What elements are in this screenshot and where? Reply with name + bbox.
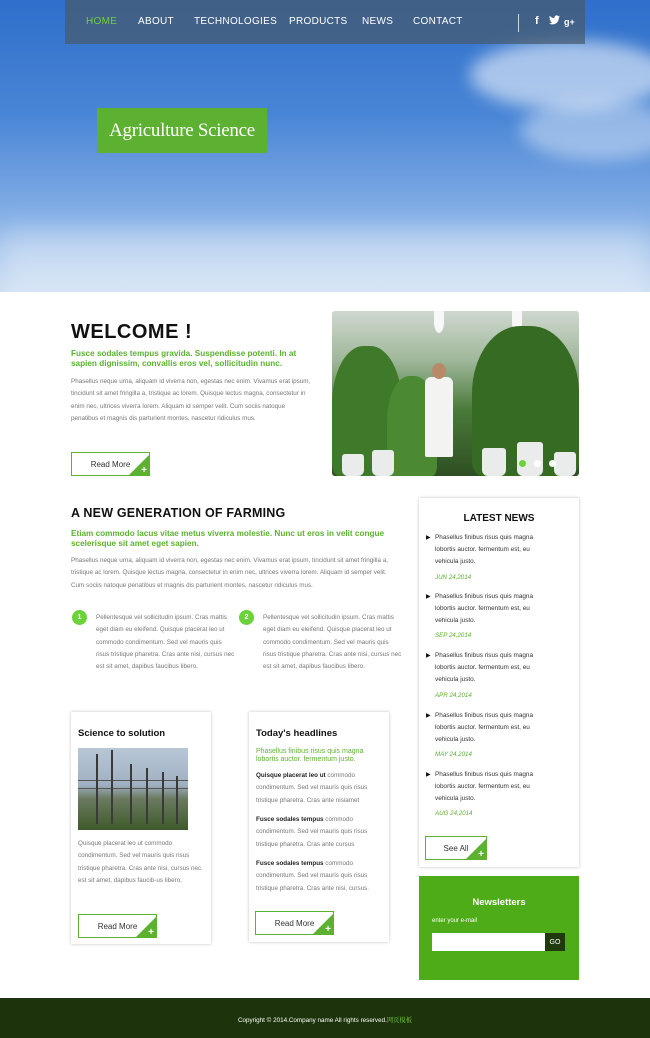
news-item[interactable] [426, 710, 554, 746]
pole [130, 764, 132, 824]
site-brand[interactable]: Agriculture Science [97, 108, 267, 153]
nav-contact[interactable]: CONTACT [413, 16, 463, 27]
newsletter-box [419, 876, 579, 980]
arrow-right-icon: ▶ [426, 713, 431, 719]
news-text: Phasellus finibus risus quis magna lobortis auctor. fermentum est, eu vehicula justo. [435, 771, 534, 802]
see-all-button[interactable] [425, 836, 487, 860]
cloud [470, 40, 650, 110]
science-body: Quisque placerat leo ut commodo condimentum. Sed vel mauris quis risus tristique pharetra. Cras ante nisi, cursus nec est sit amet, dapibus faucib-us libero. [78, 840, 202, 884]
footer-link[interactable]: 网页模板 [386, 1017, 413, 1024]
nav-products[interactable]: PRODUCTS [289, 16, 348, 27]
headline-item[interactable] [256, 858, 384, 895]
button-label: Read More [274, 918, 315, 928]
news-text: Phasellus finibus risus quis magna lobortis auctor. fermentum est, eu vehicula justo. [435, 534, 534, 565]
headlines-read-more-button[interactable] [255, 911, 334, 935]
headline-lead: Fusce sodales tempus [256, 860, 324, 867]
headline-rest: commodo condimentum. Sed vel mauris quis risus tristique pharetra. Cras ante cursus [256, 816, 368, 848]
cloud [0, 230, 650, 292]
farming-subtitle: Etiam commodo lacus vitae metus viverra molestie. Nunc ut eros in velit congue scelerisque sit amet eget sapien. [71, 529, 385, 548]
lamp [434, 311, 444, 333]
plus-icon: + [478, 849, 484, 860]
news-item[interactable] [426, 532, 554, 568]
arrow-right-icon: ▶ [426, 535, 431, 541]
news-text: Phasellus finibus risus quis magna lobortis auctor. fermentum est, eu vehicula justo. [435, 712, 534, 743]
news-date: APR 24,2014 [435, 692, 472, 699]
google-plus-icon[interactable]: g+ [564, 17, 575, 27]
subscribe-button[interactable]: GO [545, 933, 565, 951]
news-item[interactable] [426, 650, 554, 686]
arrow-right-icon: ▶ [426, 594, 431, 600]
trellis-wire [78, 788, 188, 789]
news-date: SEP 24,2014 [435, 632, 472, 639]
nav-home[interactable]: HOME [86, 16, 118, 27]
twitter-icon[interactable] [549, 15, 560, 28]
welcome-body: Phasellus neque urna, aliquam id viverra non, egestas nec enim. Vivamus erat ipsum, tincidunt sit amet fringilla a, tristique ac lorem. Quisque lectus magna, consectetur in enim nec, ultrices viverra lorem. Aliquam id semper velit. Cum sociis natoque penatibus et magnis dis parturient montes, nascetur ridiculus mus. [71, 378, 311, 422]
welcome-subtitle: Fusce sodales tempus gravida. Suspendisse potenti. In at sapien dignissim, convallis eros vel, sollicitudin nunc. [71, 349, 297, 368]
plus-icon: + [325, 924, 331, 935]
news-text: Phasellus finibus risus quis magna lobortis auctor. fermentum est, eu vehicula justo. [435, 593, 534, 624]
scientist-head [432, 363, 446, 379]
step-text: Pellentesque vel sollicitudin ipsum. Cras mattis eget diam eu eleifend. Quisque placerat leo ut commodo condimentum. Sed vel mauris quis risus tristique pharetra. Cras ante nisi, cursus nec est sit amet, dapibus faucibus libero. [263, 614, 402, 671]
twitter-bird-glyph [549, 15, 560, 25]
email-field[interactable] [432, 933, 546, 951]
pole [162, 772, 164, 824]
scientist-figure [425, 377, 453, 457]
pot [482, 448, 506, 476]
pole [111, 750, 113, 824]
cloud [520, 100, 650, 160]
plus-icon: + [141, 465, 147, 476]
footer-copyright [0, 1015, 650, 1024]
headline-rest: commodo condimentum. Sed vel mauris quis risus tristique pharetra. Cras ante nisiamet [256, 772, 368, 804]
headline-item[interactable] [256, 814, 384, 851]
science-read-more-button[interactable] [78, 914, 157, 938]
news-date: JUN 24,2014 [435, 574, 472, 581]
headlines-subtitle: Phasellus finibus risus quis magna lobortis auctor. fermentum justo. [256, 748, 364, 763]
nav-about[interactable]: ABOUT [138, 16, 174, 27]
headline-item[interactable] [256, 770, 384, 807]
slider-dot-active[interactable] [519, 460, 526, 467]
welcome-title: WELCOME ! [71, 321, 193, 343]
headline-lead: Fusce sodales tempus [256, 816, 324, 823]
newsletter-label: enter your e-mail [432, 918, 478, 924]
newsletter-title: Newsletters [472, 897, 526, 908]
slider-dot[interactable] [549, 460, 556, 467]
headline-lead: Quisque placerat leo ut [256, 772, 326, 779]
trellis-wire [78, 780, 188, 781]
pole [146, 768, 148, 824]
news-date: MAY 24,2014 [435, 751, 472, 758]
nav-technologies[interactable]: TECHNOLOGIES [194, 16, 278, 27]
pole [176, 776, 178, 824]
farming-body: Phasellus neque urna, aliquam id viverra non, egestas nec enim. Vivamus erat ipsum, tincidunt sit amet fringilla a, tristique ac lorem. Quisque lectus magna, consectetur in enim nec, ultrices viverra lorem. Aliquam id semper velit. Cum sociis natoque penatibus et magnis dis parturient montes, nascetur ridiculus mus. [71, 557, 388, 589]
arrow-right-icon: ▶ [426, 772, 431, 778]
nav-divider [518, 14, 519, 32]
news-item[interactable] [426, 769, 554, 805]
farming-title: A NEW GENERATION OF FARMING [71, 506, 286, 520]
science-title: Science to solution [78, 728, 166, 739]
slider-dot[interactable] [534, 460, 541, 467]
headline-rest: commodo condimentum. Sed vel mauris quis risus tristique pharetra. Cras ante nisi, cursus. [256, 860, 370, 892]
pole [96, 754, 98, 824]
copyright-text: Copyright © 2014.Company name All rights reserved. [237, 1017, 387, 1024]
step-text: Pellentesque vel sollicitudin ipsum. Cras mattis eget diam eu eleifend. Quisque placerat leo ut commodo condimentum. Sed vel mauris quis risus tristique pharetra. Cras ante nisi, cursus nec est sit amet, dapibus faucibus libero. [96, 614, 235, 671]
news-date: AUG 24,2014 [435, 810, 473, 817]
news-text: Phasellus finibus risus quis magna lobortis auctor. fermentum est, eu vehicula justo. [435, 652, 534, 683]
greenhouse-photo [332, 311, 579, 476]
field-photo [78, 748, 188, 830]
news-item[interactable] [426, 591, 554, 627]
pot [517, 442, 543, 476]
headlines-title: Today's headlines [256, 728, 338, 739]
button-label: See All [443, 843, 469, 853]
pot [554, 452, 576, 476]
nav-news[interactable]: NEWS [362, 16, 394, 27]
facebook-icon[interactable]: f [535, 15, 539, 27]
pot [342, 454, 364, 476]
step-number: 1 [72, 610, 87, 625]
top-navigation [65, 0, 585, 44]
arrow-right-icon: ▶ [426, 653, 431, 659]
latest-news-title: LATEST NEWS [463, 513, 535, 524]
plus-icon: + [148, 927, 154, 938]
pot [372, 450, 394, 476]
button-label: Read More [90, 459, 131, 469]
button-label: Read More [97, 921, 138, 931]
welcome-read-more-button[interactable] [71, 452, 150, 476]
step-number: 2 [239, 610, 254, 625]
